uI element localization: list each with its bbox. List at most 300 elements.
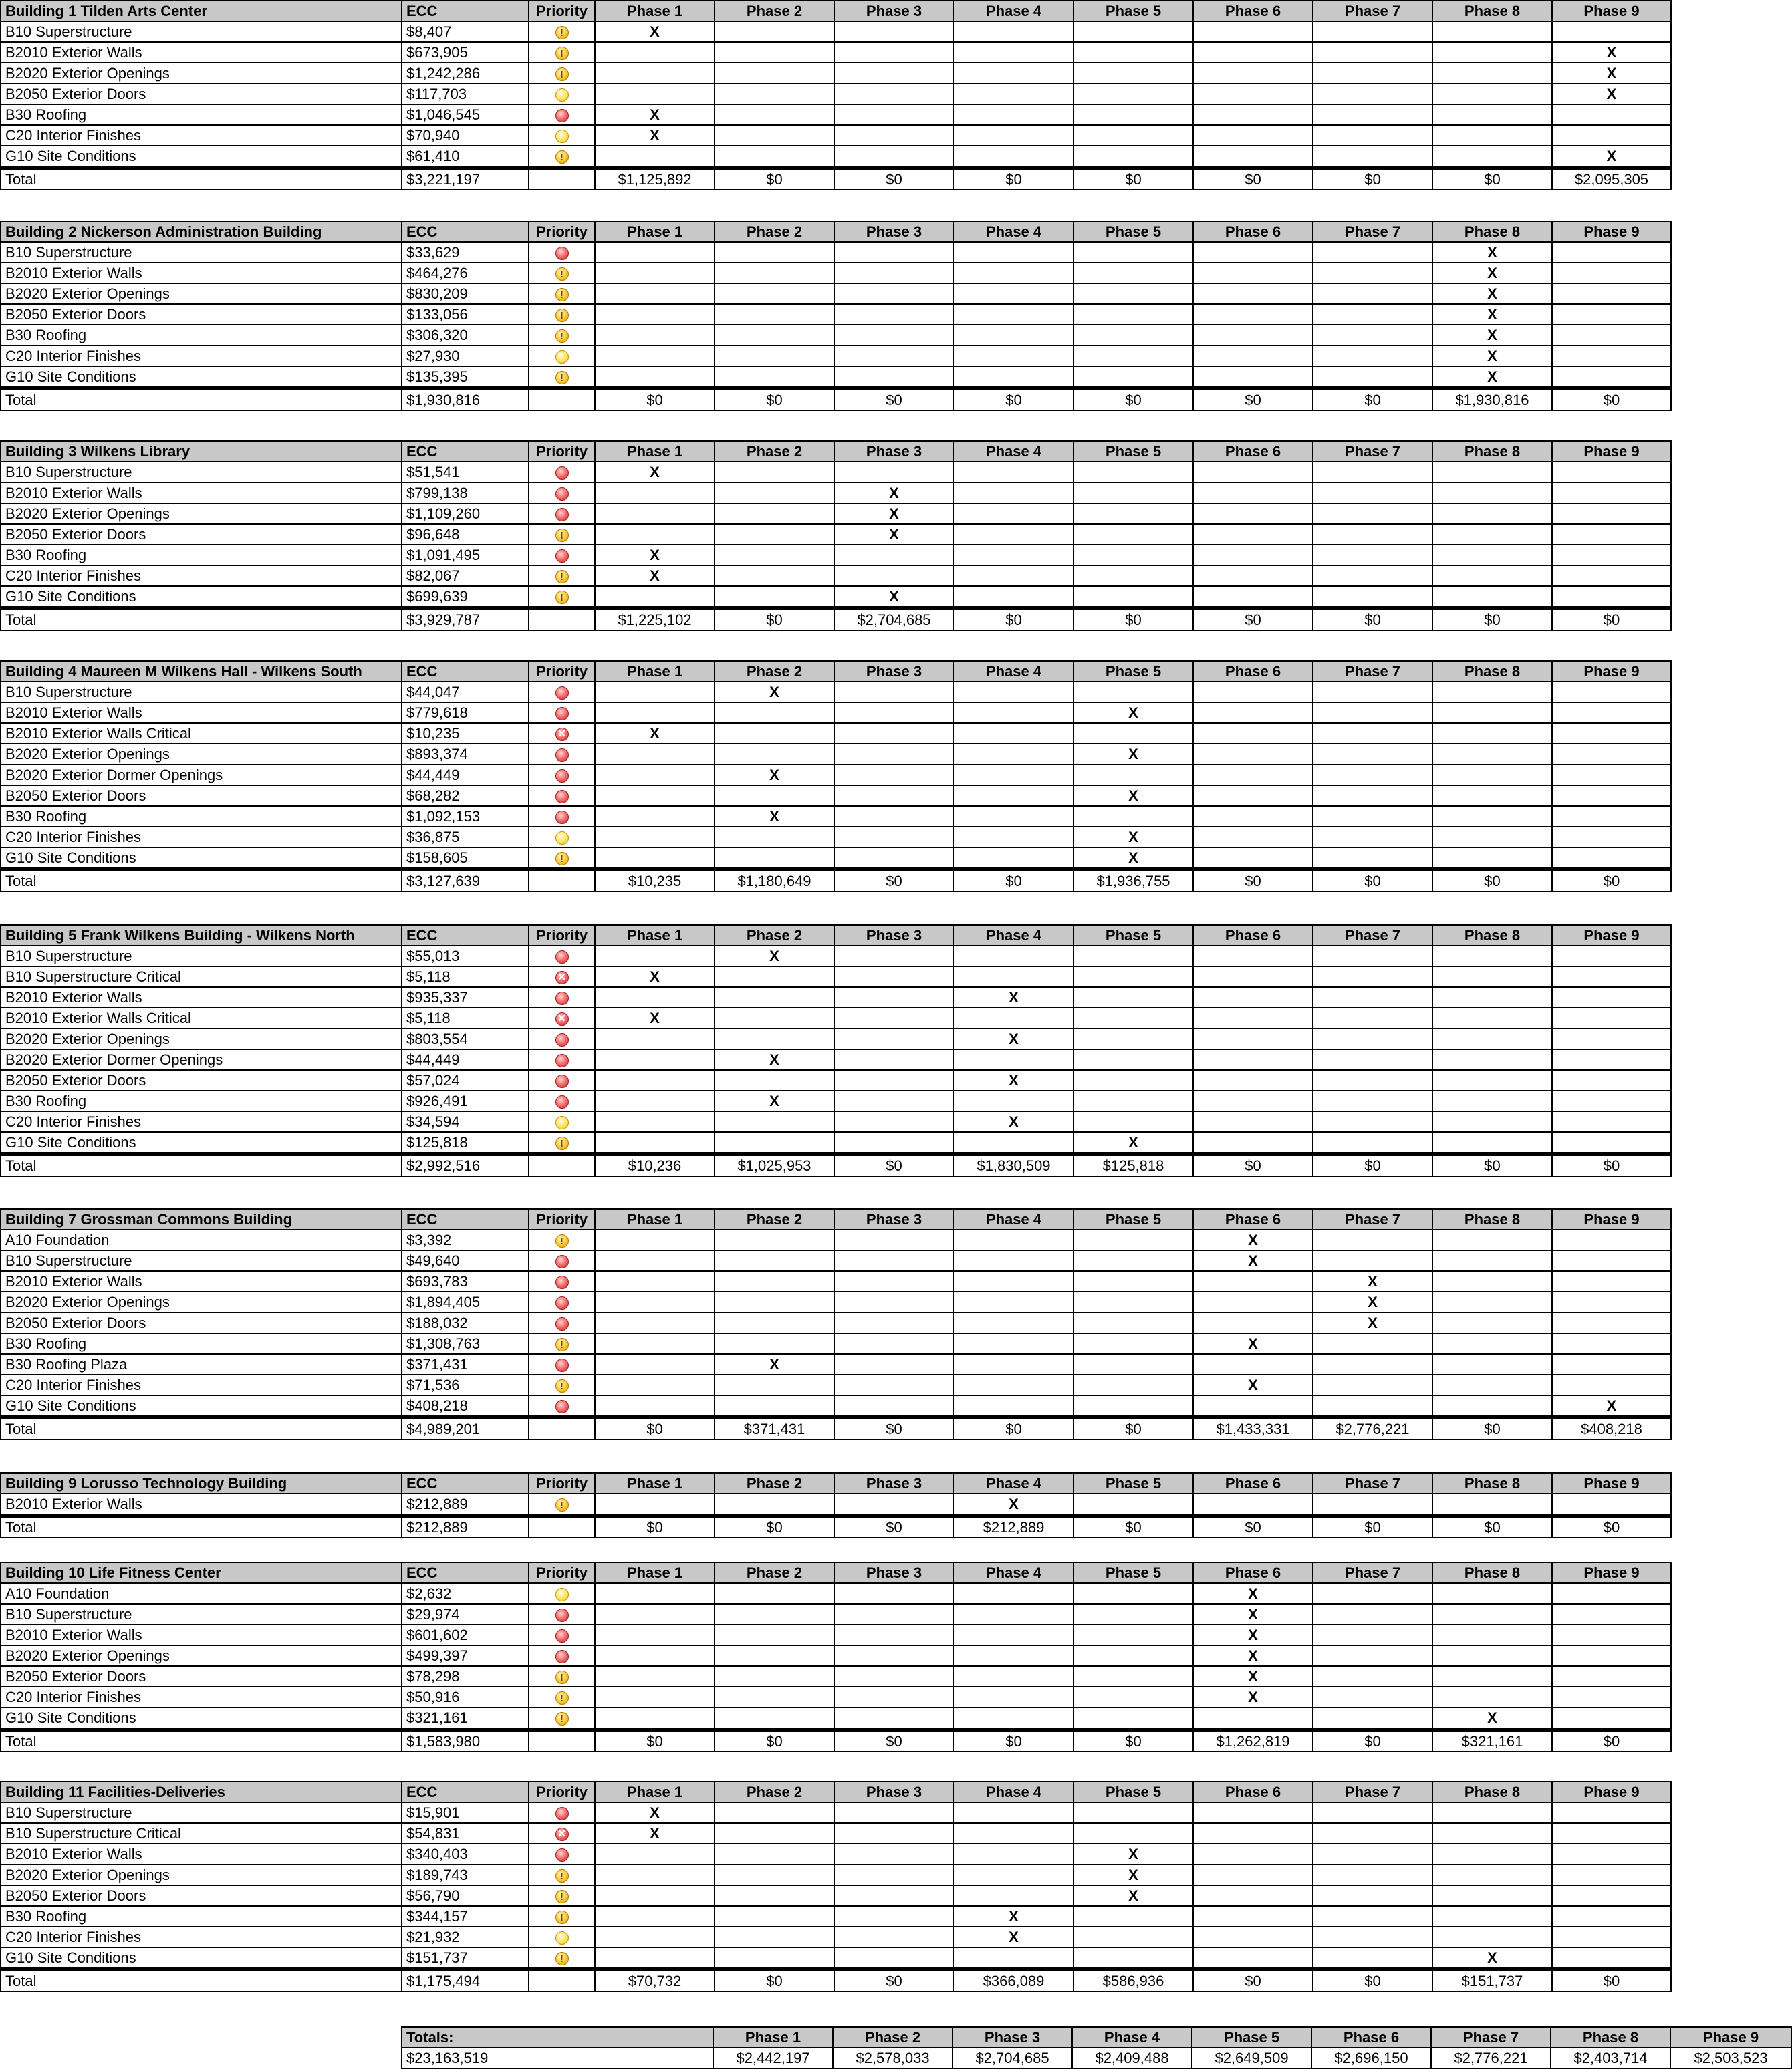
item-label: B2010 Exterior Walls <box>1 1844 402 1865</box>
phase-cell <box>1432 723 1552 744</box>
phase-total: $0 <box>834 869 954 891</box>
phase-cell <box>595 1645 715 1666</box>
phase-cell <box>834 1292 954 1313</box>
phase-cell <box>1073 1494 1193 1516</box>
phase-header: Phase 9 <box>1552 925 1671 946</box>
table-row <box>1 1333 1671 1354</box>
phase-cell <box>595 987 715 1008</box>
table-row <box>1 1865 1671 1885</box>
phase-mark: X <box>1193 1645 1313 1666</box>
phase-cell <box>834 565 954 586</box>
phase-header: Phase 2 <box>715 1782 834 1802</box>
building-table <box>0 1781 1672 1992</box>
building-header-row <box>1 1 1671 21</box>
phase-cell <box>1193 586 1313 608</box>
item-ecc: $10,235 <box>402 723 529 744</box>
phase-cell <box>1313 242 1432 263</box>
phase-cell <box>1313 723 1432 744</box>
priority-high-icon <box>555 109 569 122</box>
phase-header: Phase 6 <box>1193 661 1313 682</box>
phase-mark: X <box>954 1927 1073 1947</box>
phase-cell <box>595 1070 715 1091</box>
phase-cell <box>1073 1111 1193 1132</box>
phase-cell <box>954 503 1073 524</box>
priority-cell <box>529 565 595 586</box>
table-row <box>1 1354 1671 1375</box>
table-row <box>1 847 1671 869</box>
grand-phase-total: $2,578,033 <box>833 2048 952 2068</box>
grand-phase-header: Phase 1 <box>713 2027 833 2048</box>
priority-cell <box>529 63 595 84</box>
phase-total: $0 <box>954 1417 1073 1439</box>
phase-total: $0 <box>1432 608 1552 630</box>
phase-total: $0 <box>715 388 834 410</box>
phase-cell <box>715 482 834 503</box>
phase-mark: X <box>595 1823 715 1844</box>
phase-total: $10,236 <box>595 1154 715 1176</box>
phase-mark: X <box>1193 1250 1313 1271</box>
phase-cell <box>1432 847 1552 869</box>
priority-medium-icon <box>555 1952 569 1965</box>
phase-cell <box>1073 1250 1193 1271</box>
phase-cell <box>1432 462 1552 482</box>
phase-total: $1,830,509 <box>954 1154 1073 1176</box>
phase-cell <box>834 1271 954 1292</box>
priority-medium-icon <box>555 329 569 343</box>
phase-cell <box>1432 1333 1552 1354</box>
phase-total: $0 <box>595 1516 715 1538</box>
phase-cell <box>1552 1865 1671 1885</box>
phase-total: $2,704,685 <box>834 608 954 630</box>
item-ecc: $29,974 <box>402 1604 529 1625</box>
phase-total: $0 <box>595 388 715 410</box>
phase-cell <box>1432 765 1552 785</box>
phase-header: Phase 7 <box>1313 1 1432 21</box>
phase-total: $0 <box>1193 869 1313 891</box>
phase-cell <box>1552 1008 1671 1028</box>
ecc-header: ECC <box>402 925 529 946</box>
phase-header: Phase 3 <box>834 1473 954 1494</box>
phase-cell <box>595 1333 715 1354</box>
phase-cell <box>834 785 954 806</box>
phase-cell <box>834 1230 954 1250</box>
ecc-header: ECC <box>402 441 529 462</box>
phase-cell <box>715 1230 834 1250</box>
phase-cell <box>1432 785 1552 806</box>
phase-header: Phase 4 <box>954 441 1073 462</box>
phase-cell <box>1432 1292 1552 1313</box>
phase-cell <box>1432 1375 1552 1395</box>
phase-mark: X <box>954 987 1073 1008</box>
phase-cell <box>1313 765 1432 785</box>
total-row <box>1 1969 1671 1991</box>
phase-cell <box>834 84 954 104</box>
phase-header: Phase 7 <box>1313 1782 1432 1802</box>
ecc-header: ECC <box>402 221 529 242</box>
phase-cell <box>715 702 834 723</box>
phase-cell <box>1313 586 1432 608</box>
phase-mark: X <box>1552 63 1671 84</box>
phase-cell <box>1552 765 1671 785</box>
phase-cell <box>1313 545 1432 565</box>
phase-cell <box>954 744 1073 765</box>
table-row <box>1 325 1671 346</box>
priority-cell <box>529 462 595 482</box>
phase-total: $0 <box>1193 1969 1313 1991</box>
phase-mark: X <box>1073 827 1193 847</box>
phase-mark: X <box>834 503 954 524</box>
phase-cell <box>1193 346 1313 366</box>
phase-mark: X <box>715 765 834 785</box>
phase-total: $0 <box>1552 869 1671 891</box>
item-label: G10 Site Conditions <box>1 1395 402 1417</box>
phase-cell <box>595 1707 715 1730</box>
table-row <box>1 1947 1671 1969</box>
priority-cell <box>529 545 595 565</box>
phase-cell <box>1073 346 1193 366</box>
phase-cell <box>715 827 834 847</box>
total-label: Total <box>1 1516 402 1538</box>
phase-header: Phase 2 <box>715 661 834 682</box>
phase-cell <box>715 1823 834 1844</box>
phase-cell <box>1313 1906 1432 1927</box>
priority-high-icon <box>555 1359 569 1372</box>
phase-cell <box>1073 1947 1193 1969</box>
item-ecc: $1,092,153 <box>402 806 529 827</box>
item-label: C20 Interior Finishes <box>1 827 402 847</box>
phase-cell <box>715 1375 834 1395</box>
phase-cell <box>1432 1049 1552 1070</box>
table-row <box>1 1049 1671 1070</box>
total-priority-empty <box>529 388 595 410</box>
phase-cell <box>954 1844 1073 1865</box>
phase-header: Phase 5 <box>1073 1562 1193 1583</box>
item-label: C20 Interior Finishes <box>1 125 402 146</box>
phase-total: $0 <box>834 1154 954 1176</box>
phase-mark: X <box>595 125 715 146</box>
phase-mark: X <box>1432 1707 1552 1730</box>
priority-cell <box>529 765 595 785</box>
total-ecc: $3,127,639 <box>402 869 529 891</box>
priority-cell <box>529 1132 595 1154</box>
priority-medium-icon <box>555 591 569 604</box>
phase-cell <box>954 63 1073 84</box>
priority-medium-icon <box>555 1137 569 1150</box>
priority-cell <box>529 263 595 283</box>
priority-cell <box>529 1625 595 1645</box>
phase-header: Phase 4 <box>954 1782 1073 1802</box>
priority-medium-icon <box>555 529 569 542</box>
phase-cell <box>715 1927 834 1947</box>
priority-cell <box>529 702 595 723</box>
phase-cell <box>1193 1354 1313 1375</box>
phase-cell <box>1432 1028 1552 1049</box>
grand-phase-total: $2,403,714 <box>1551 2048 1670 2068</box>
phase-cell <box>1432 565 1552 586</box>
phase-cell <box>954 1947 1073 1969</box>
phase-cell <box>1193 146 1313 168</box>
priority-cell <box>529 1395 595 1417</box>
item-label: B2050 Exterior Doors <box>1 1313 402 1333</box>
phase-mark: X <box>1073 702 1193 723</box>
phase-cell <box>1073 104 1193 125</box>
phase-cell <box>715 1625 834 1645</box>
priority-cell <box>529 1583 595 1604</box>
item-ecc: $51,541 <box>402 462 529 482</box>
item-ecc: $57,024 <box>402 1070 529 1091</box>
phase-cell <box>715 1645 834 1666</box>
priority-high-icon <box>555 1629 569 1643</box>
phase-cell <box>834 304 954 325</box>
phase-cell <box>1193 847 1313 869</box>
phase-mark: X <box>1193 1687 1313 1707</box>
phase-header: Phase 3 <box>834 1209 954 1230</box>
total-label: Total <box>1 1417 402 1439</box>
table-row <box>1 966 1671 987</box>
grand-phase-header: Phase 3 <box>952 2027 1072 2048</box>
phase-cell <box>1313 263 1432 283</box>
phase-mark: X <box>1552 146 1671 168</box>
phase-total: $0 <box>715 608 834 630</box>
priority-cell <box>529 785 595 806</box>
phase-cell <box>1073 1687 1193 1707</box>
item-ecc: $340,403 <box>402 1844 529 1865</box>
phase-cell <box>1073 1230 1193 1250</box>
item-label: B2010 Exterior Walls <box>1 1625 402 1645</box>
phase-cell <box>1193 366 1313 388</box>
phase-total: $0 <box>1073 168 1193 190</box>
priority-high-icon <box>555 508 569 521</box>
phase-cell <box>1193 42 1313 63</box>
phase-cell <box>954 1687 1073 1707</box>
phase-header: Phase 5 <box>1073 221 1193 242</box>
phase-cell <box>595 682 715 702</box>
phase-cell <box>1193 702 1313 723</box>
phase-cell <box>1552 1906 1671 1927</box>
building-header-row <box>1 661 1671 682</box>
phase-header: Phase 6 <box>1193 441 1313 462</box>
phase-header: Phase 4 <box>954 1209 1073 1230</box>
item-label: B2020 Exterior Openings <box>1 503 402 524</box>
phase-header: Phase 8 <box>1432 925 1552 946</box>
phase-mark: X <box>1432 366 1552 388</box>
phase-cell <box>954 765 1073 785</box>
total-ecc: $3,929,787 <box>402 608 529 630</box>
ecc-header: ECC <box>402 661 529 682</box>
phase-total: $0 <box>1193 1154 1313 1176</box>
phase-cell <box>1552 1494 1671 1516</box>
phase-total: $0 <box>715 1516 834 1538</box>
total-row <box>1 869 1671 891</box>
priority-cell <box>529 744 595 765</box>
phase-mark: X <box>834 586 954 608</box>
phase-cell <box>595 1666 715 1687</box>
phase-total: $0 <box>1313 388 1432 410</box>
phase-cell <box>1552 1625 1671 1645</box>
phase-total: $0 <box>1432 1516 1552 1538</box>
phase-cell <box>1432 1865 1552 1885</box>
phase-cell <box>1193 1865 1313 1885</box>
phase-cell <box>1432 1111 1552 1132</box>
item-ecc: $5,118 <box>402 1008 529 1028</box>
priority-medium-icon <box>555 1671 569 1684</box>
phase-cell <box>954 702 1073 723</box>
phase-cell <box>715 304 834 325</box>
phase-cell <box>1552 1091 1671 1111</box>
phase-cell <box>954 1333 1073 1354</box>
phase-cell <box>715 325 834 346</box>
priority-cell <box>529 1885 595 1906</box>
phase-cell <box>715 242 834 263</box>
phase-cell <box>834 346 954 366</box>
phase-cell <box>595 325 715 346</box>
phase-header: Phase 3 <box>834 441 954 462</box>
item-label: B2020 Exterior Openings <box>1 1292 402 1313</box>
table-row <box>1 827 1671 847</box>
priority-cell <box>529 1230 595 1250</box>
phase-cell <box>1193 806 1313 827</box>
phase-mark: X <box>1432 325 1552 346</box>
phase-cell <box>595 1111 715 1132</box>
phase-cell <box>954 1625 1073 1645</box>
item-label: C20 Interior Finishes <box>1 1687 402 1707</box>
phase-cell <box>1432 702 1552 723</box>
phase-cell <box>1432 586 1552 608</box>
phase-cell <box>595 1049 715 1070</box>
item-ecc: $61,410 <box>402 146 529 168</box>
phase-total: $0 <box>1552 1730 1671 1752</box>
phase-mark: X <box>1073 1885 1193 1906</box>
priority-high-icon <box>555 487 569 501</box>
phase-cell <box>1552 482 1671 503</box>
phase-total: $212,889 <box>954 1516 1073 1538</box>
phase-cell <box>834 1666 954 1687</box>
building-name: Building 9 Lorusso Technology Building <box>1 1473 402 1494</box>
phase-cell <box>834 1375 954 1395</box>
phase-cell <box>1073 1645 1193 1666</box>
table-row <box>1 1823 1671 1844</box>
phase-mark: X <box>1073 1132 1193 1154</box>
phase-cell <box>954 482 1073 503</box>
phase-cell <box>1193 987 1313 1008</box>
item-label: B30 Roofing <box>1 325 402 346</box>
phase-cell <box>1432 545 1552 565</box>
total-priority-empty <box>529 1154 595 1176</box>
phase-header: Phase 7 <box>1313 1209 1432 1230</box>
phase-cell <box>834 1313 954 1333</box>
total-row <box>1 1417 1671 1439</box>
phase-cell <box>595 1313 715 1333</box>
grand-phase-header: Phase 7 <box>1431 2027 1551 2048</box>
priority-high-icon <box>555 1095 569 1109</box>
phase-cell <box>1193 565 1313 586</box>
phase-cell <box>954 1707 1073 1730</box>
phase-cell <box>1313 1865 1432 1885</box>
priority-cell <box>529 586 595 608</box>
phase-cell <box>954 125 1073 146</box>
phase-cell <box>595 1132 715 1154</box>
priority-cell <box>529 682 595 702</box>
phase-cell <box>1073 1049 1193 1070</box>
priority-cell <box>529 827 595 847</box>
item-ecc: $5,118 <box>402 966 529 987</box>
phase-total: $0 <box>954 869 1073 891</box>
item-label: B30 Roofing <box>1 1091 402 1111</box>
phase-cell <box>1552 462 1671 482</box>
phase-cell <box>1193 304 1313 325</box>
phase-cell <box>1073 806 1193 827</box>
phase-cell <box>954 1865 1073 1885</box>
phase-cell <box>1552 242 1671 263</box>
phase-total: $0 <box>954 608 1073 630</box>
phase-total: $0 <box>834 388 954 410</box>
total-ecc: $1,930,816 <box>402 388 529 410</box>
phase-mark: X <box>1552 1395 1671 1417</box>
phase-cell <box>834 146 954 168</box>
phase-cell <box>1552 1250 1671 1271</box>
priority-cell <box>529 1927 595 1947</box>
phase-cell <box>1552 1070 1671 1091</box>
phase-cell <box>1313 1395 1432 1417</box>
phase-total: $0 <box>1073 1417 1193 1439</box>
total-priority-empty <box>529 608 595 630</box>
phase-cell <box>715 1333 834 1354</box>
phase-header: Phase 7 <box>1313 1562 1432 1583</box>
phase-cell <box>1552 283 1671 304</box>
building-table <box>0 924 1672 1177</box>
item-ecc: $44,047 <box>402 682 529 702</box>
phase-mark: X <box>1073 847 1193 869</box>
phase-cell <box>954 847 1073 869</box>
phase-cell <box>715 847 834 869</box>
item-ecc: $189,743 <box>402 1865 529 1885</box>
phase-header: Phase 9 <box>1552 1562 1671 1583</box>
grand-phase-total: $2,704,685 <box>952 2048 1072 2068</box>
phase-cell <box>834 242 954 263</box>
phase-total: $0 <box>715 168 834 190</box>
phase-cell <box>715 586 834 608</box>
phase-cell <box>1552 723 1671 744</box>
item-label: B30 Roofing <box>1 806 402 827</box>
phase-header: Phase 5 <box>1073 925 1193 946</box>
phase-cell <box>1193 545 1313 565</box>
priority-medium-icon <box>555 47 569 60</box>
phase-cell <box>1073 545 1193 565</box>
phase-cell <box>1552 744 1671 765</box>
item-ecc: $54,831 <box>402 1823 529 1844</box>
priority-medium-icon <box>555 1890 569 1903</box>
phase-mark: X <box>595 1802 715 1823</box>
phase-cell <box>834 744 954 765</box>
priority-medium-icon <box>555 309 569 322</box>
phase-cell <box>715 1687 834 1707</box>
phase-total: $408,218 <box>1552 1417 1671 1439</box>
priority-medium-icon <box>555 1911 569 1924</box>
item-ecc: $15,901 <box>402 1802 529 1823</box>
phase-total: $10,235 <box>595 869 715 891</box>
phase-cell <box>1313 21 1432 42</box>
phase-header: Phase 7 <box>1313 441 1432 462</box>
phase-cell <box>715 503 834 524</box>
phase-cell <box>954 263 1073 283</box>
phase-cell <box>834 1645 954 1666</box>
phase-cell <box>1193 21 1313 42</box>
phase-cell <box>1193 1271 1313 1292</box>
phase-header: Phase 6 <box>1193 221 1313 242</box>
phase-cell <box>954 723 1073 744</box>
phase-header: Phase 1 <box>595 221 715 242</box>
phase-cell <box>834 1494 954 1516</box>
